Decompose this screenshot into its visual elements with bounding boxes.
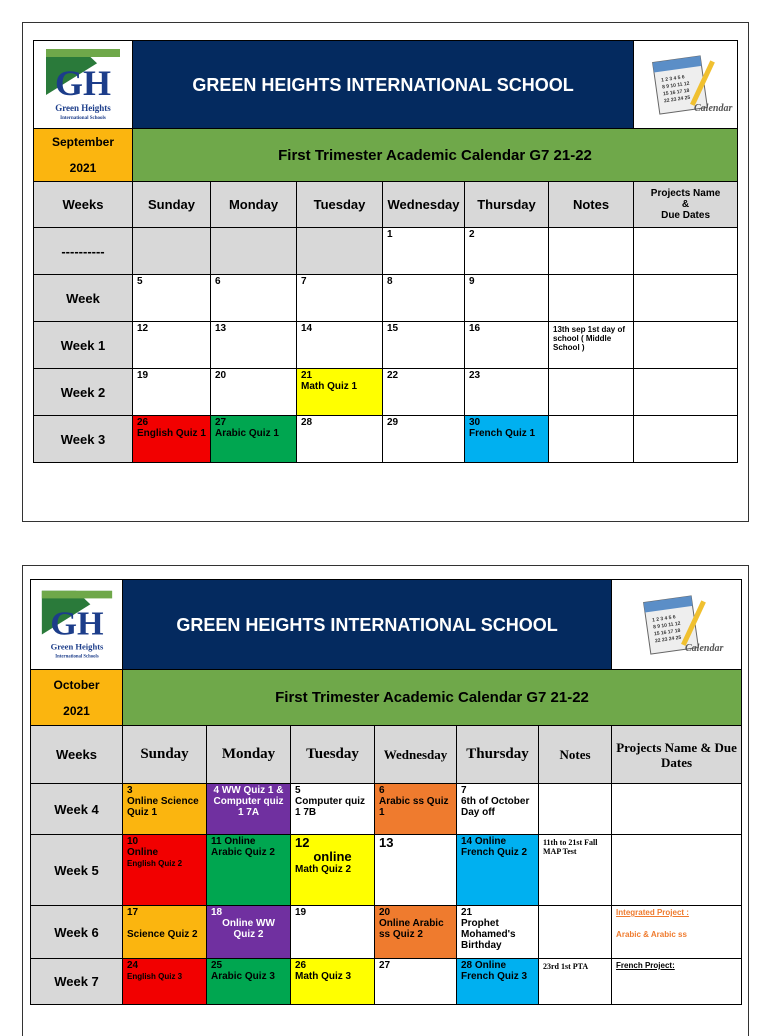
header-sunday: Sunday: [123, 726, 207, 784]
note-cell: 13th sep 1st day of school ( Middle School ): [549, 322, 634, 369]
svg-text:Green Heights: Green Heights: [50, 641, 103, 652]
svg-text:Green Heights: Green Heights: [55, 102, 111, 113]
event-cell: 5 Computer quiz 1 7B: [291, 784, 375, 835]
svg-text:15 16 17 18: 15 16 17 18: [653, 627, 681, 637]
day-cell: 16: [465, 322, 549, 369]
svg-text:International Schools: International Schools: [54, 653, 99, 659]
calendar-icon: [634, 41, 738, 129]
event-cell: 21 Math Quiz 1: [297, 369, 383, 416]
day-cell: 7: [297, 275, 383, 322]
header-notes: Notes: [549, 182, 634, 228]
event-cell: 6 Arabic ss Quiz 1: [375, 784, 457, 835]
svg-text:8 9 10 11 12: 8 9 10 11 12: [661, 80, 690, 90]
week-label: Week 6: [31, 906, 123, 959]
svg-text:8 9 10 11 12: 8 9 10 11 12: [652, 620, 681, 630]
header-sunday: Sunday: [133, 182, 211, 228]
event-cell: 10 Online English Quiz 2: [123, 835, 207, 906]
table-row: [31, 784, 742, 835]
table-row: [34, 275, 738, 322]
header-monday: Monday: [211, 182, 297, 228]
note-cell: 11th to 21st Fall MAP Test: [539, 835, 612, 906]
day-cell: 13: [375, 835, 457, 906]
calendar-subtitle: First Trimester Academic Calendar G7 21-22: [123, 670, 742, 726]
week-label: Week 2: [34, 369, 133, 416]
svg-text:International Schools: International Schools: [60, 115, 106, 121]
table-row: [31, 835, 742, 906]
header-weeks: Weeks: [31, 726, 123, 784]
day-cell: 1: [383, 228, 465, 275]
day-cell: 19: [291, 906, 375, 959]
header-projects: Projects Name & Due Dates: [612, 726, 742, 784]
svg-text:Calendar: Calendar: [684, 642, 723, 654]
project-cell: French Project:: [612, 959, 742, 1005]
header-tuesday: Tuesday: [291, 726, 375, 784]
event-cell: 14 Online French Quiz 2: [457, 835, 539, 906]
week-label: ----------: [34, 228, 133, 275]
table-row: [34, 228, 738, 275]
header-projects: Projects Name & Due Dates: [634, 182, 738, 228]
day-cell: 12: [133, 322, 211, 369]
day-cell: 22: [383, 369, 465, 416]
event-cell: 18 Online WW Quiz 2: [207, 906, 291, 959]
event-cell: 11 Online Arabic Quiz 2: [207, 835, 291, 906]
svg-text:1 2 3 4 5 6: 1 2 3 4 5 6: [660, 73, 685, 84]
event-cell: 4 WW Quiz 1 & Computer quiz 1 7A: [207, 784, 291, 835]
day-cell: 29: [383, 416, 465, 463]
header-weeks: Weeks: [34, 182, 133, 228]
day-cell: 5: [133, 275, 211, 322]
event-cell: 30 French Quiz 1: [465, 416, 549, 463]
event-cell: 3 Online Science Quiz 1: [123, 784, 207, 835]
gh-logo-icon: [42, 45, 124, 125]
header-monday: Monday: [207, 726, 291, 784]
gh-logo-icon: [38, 587, 116, 663]
event-cell: 12 online Math Quiz 2: [291, 835, 375, 906]
event-cell: 7 6th of October Day off: [457, 784, 539, 835]
day-cell: 9: [465, 275, 549, 322]
week-label: Week 4: [31, 784, 123, 835]
day-cell: 19: [133, 369, 211, 416]
note-cell: 23rd 1st PTA: [539, 959, 612, 1005]
day-cell: 6: [211, 275, 297, 322]
september-calendar-page: [22, 22, 749, 522]
month-label: October 2021: [31, 670, 123, 726]
calendar-icon: [612, 580, 742, 670]
october-calendar-page: [22, 565, 749, 1036]
table-row: [31, 906, 742, 959]
svg-text:GH: GH: [49, 605, 104, 642]
calendar-subtitle: First Trimester Academic Calendar G7 21-22: [133, 129, 738, 182]
table-row: [34, 322, 738, 369]
day-cell: 23: [465, 369, 549, 416]
event-cell: 17 Science Quiz 2: [123, 906, 207, 959]
svg-text:1 2 3 4 5 6: 1 2 3 4 5 6: [651, 613, 676, 624]
event-cell: 21 Prophet Mohamed's Birthday: [457, 906, 539, 959]
september-calendar-table: [33, 40, 738, 463]
day-cell: 2: [465, 228, 549, 275]
header-thursday: Thursday: [457, 726, 539, 784]
project-cell: Integrated Project : Arabic & Arabic ss: [612, 906, 742, 959]
event-cell: 28 Online French Quiz 3: [457, 959, 539, 1005]
school-logo: [31, 580, 123, 670]
header-tuesday: Tuesday: [297, 182, 383, 228]
header-thursday: Thursday: [465, 182, 549, 228]
svg-text:15 16 17 18: 15 16 17 18: [662, 87, 690, 97]
week-label: Week 5: [31, 835, 123, 906]
event-cell: 25 Arabic Quiz 3: [207, 959, 291, 1005]
day-cell: 27: [375, 959, 457, 1005]
week-label: Week 3: [34, 416, 133, 463]
school-title: GREEN HEIGHTS INTERNATIONAL SCHOOL: [123, 580, 612, 670]
event-cell: 24 English Quiz 3: [123, 959, 207, 1005]
month-label: September 2021: [34, 129, 133, 182]
event-cell: 27 Arabic Quiz 1: [211, 416, 297, 463]
school-logo: [34, 41, 133, 129]
event-cell: 20 Online Arabic ss Quiz 2: [375, 906, 457, 959]
table-row: [31, 959, 742, 1005]
day-cell: 28: [297, 416, 383, 463]
day-cell: 15: [383, 322, 465, 369]
svg-text:Calendar: Calendar: [693, 102, 732, 114]
event-cell: 26 English Quiz 1: [133, 416, 211, 463]
day-cell: 20: [211, 369, 297, 416]
week-label: Week 1: [34, 322, 133, 369]
svg-text:GH: GH: [54, 62, 112, 103]
day-cell: 8: [383, 275, 465, 322]
day-cell: 13: [211, 322, 297, 369]
header-wednesday: Wednesday: [383, 182, 465, 228]
table-row: [34, 369, 738, 416]
day-cell: 14: [297, 322, 383, 369]
event-cell: 26 Math Quiz 3: [291, 959, 375, 1005]
october-calendar-table: [30, 579, 742, 1005]
svg-text:22 23 24 25: 22 23 24 25: [663, 94, 691, 104]
table-row: [34, 416, 738, 463]
week-label: Week: [34, 275, 133, 322]
header-notes: Notes: [539, 726, 612, 784]
svg-text:22 23 24 25: 22 23 24 25: [654, 634, 682, 644]
school-title: GREEN HEIGHTS INTERNATIONAL SCHOOL: [133, 41, 634, 129]
week-label: Week 7: [31, 959, 123, 1005]
header-wednesday: Wednesday: [375, 726, 457, 784]
